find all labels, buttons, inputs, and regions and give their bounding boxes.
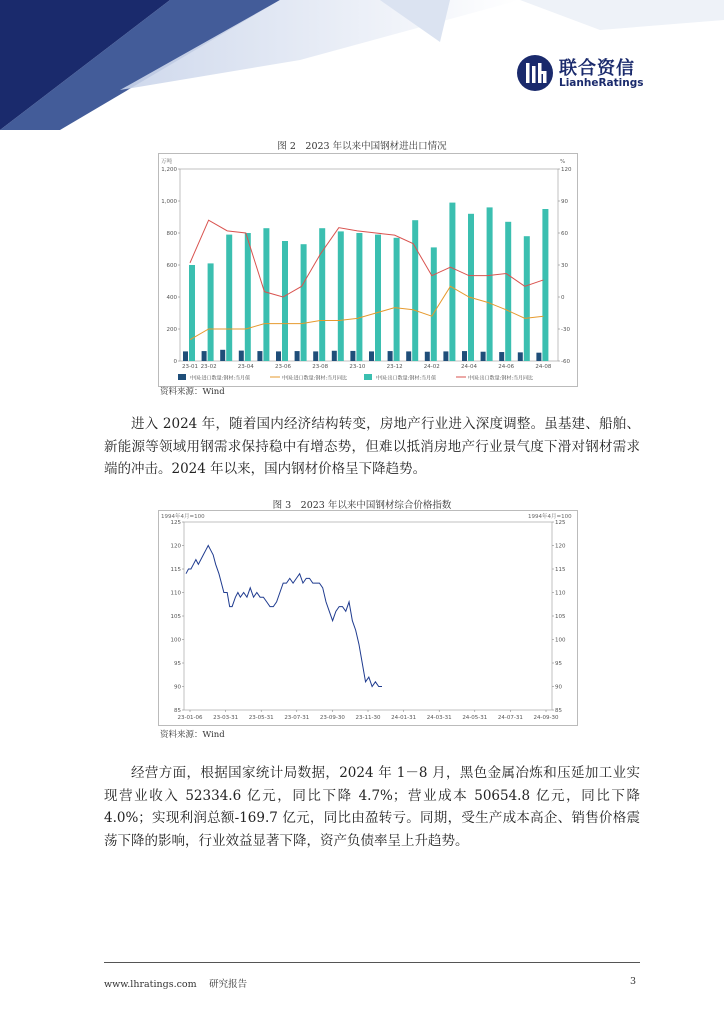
import-bar (295, 351, 300, 361)
right-tick-label: 85 (555, 708, 562, 714)
chart-frame (159, 511, 578, 726)
company-logo (516, 52, 656, 96)
left-unit-label: 万吨 (161, 159, 173, 165)
x-tick-label: 23-05-31 (248, 715, 274, 721)
figure2-source: 资料来源：Wind (160, 387, 225, 397)
figure3-chart (158, 510, 578, 726)
export-bar (282, 241, 288, 361)
left-tick-label: 400 (166, 295, 177, 301)
x-tick-label: 23-08 (312, 364, 329, 370)
right-tick-label: 90 (561, 199, 568, 205)
import-bar (518, 352, 523, 361)
figure2-chart (158, 153, 578, 387)
left-tick-label: 95 (174, 661, 181, 667)
page-number: 3 (630, 976, 637, 987)
x-tick-label: 23-11-30 (355, 715, 381, 721)
export-bar (263, 228, 269, 361)
export-bar (542, 209, 548, 361)
export-bar (524, 236, 530, 361)
left-tick-label: 600 (166, 263, 177, 269)
legend-swatch (178, 374, 186, 380)
left-tick-label: 105 (170, 614, 181, 620)
x-tick-label: 24-09-30 (533, 715, 559, 721)
legend-label: 中国:进口数量:钢材:当月同比 (282, 375, 348, 382)
export-bar (394, 238, 400, 361)
left-tick-label: 1,000 (161, 199, 177, 205)
left-tick-label: 800 (166, 231, 177, 237)
x-tick-label: 23-07-31 (284, 715, 310, 721)
right-tick-label: 100 (555, 637, 566, 644)
left-tick-label: 120 (170, 543, 181, 550)
footer-site: www.lhratings.com 研究报告 (104, 979, 248, 990)
unit-label-left: 1994年4月=100 (161, 514, 205, 520)
import-bar (257, 351, 262, 361)
left-tick-label: 110 (170, 590, 181, 597)
right-tick-label: 60 (561, 231, 568, 237)
import-bar (220, 350, 225, 361)
export-bar (375, 235, 381, 361)
export-bar (356, 233, 362, 361)
footer-divider (104, 962, 640, 963)
paragraph-1: 进入 2024 年，随着国内经济结构转变，房地产行业进入深度调整。虽基建、船舶、新能源等领域用钢需求保持稳中有增态势，但难以抵消房地产行业景气度下滑对钢材需求端的冲击。2024 年以来，国内钢材价格呈下降趋势。 (104, 416, 640, 477)
import-bar (406, 351, 411, 361)
export-bar (468, 214, 474, 361)
x-tick-label: 24-08 (535, 364, 552, 370)
left-tick-label: 100 (170, 637, 181, 644)
import-bar (443, 351, 448, 361)
figure3-title: 图 3 2023 年以来中国钢材综合价格指数 (272, 500, 452, 511)
import-bar (202, 351, 207, 361)
right-tick-label: 115 (555, 567, 566, 573)
x-tick-label: 24-05-31 (462, 715, 488, 721)
export-bar (449, 203, 455, 361)
import-bar (425, 352, 430, 361)
right-tick-label: 110 (555, 590, 566, 597)
export-bar (505, 222, 511, 361)
export-bar (338, 231, 344, 361)
export-bar (208, 263, 214, 361)
left-tick-label: 90 (174, 684, 181, 691)
x-tick-label: 24-04 (461, 364, 477, 370)
left-tick-label: 115 (170, 567, 181, 573)
logo-text-en: LianheRatings (559, 77, 644, 89)
export-bar (301, 244, 307, 361)
right-tick-label: -60 (561, 359, 570, 365)
export-bar (226, 235, 232, 361)
right-unit-label: % (560, 159, 566, 165)
x-tick-label: 23-01 (182, 364, 198, 370)
left-tick-label: 85 (174, 708, 181, 714)
unit-label-right: 1994年4月=100 (528, 514, 572, 520)
right-tick-label: 30 (561, 263, 568, 269)
legend-swatch (364, 374, 372, 380)
export-bar (431, 247, 437, 361)
left-tick-label: 0 (173, 359, 177, 365)
right-tick-label: 120 (555, 543, 566, 550)
import-bar (276, 351, 281, 361)
import-bar (350, 351, 355, 361)
x-tick-label: 24-01-31 (391, 715, 417, 721)
right-tick-label: -30 (561, 327, 570, 333)
logo-text-cn: 联合资信 (559, 58, 635, 79)
left-tick-label: 1,200 (161, 167, 177, 173)
x-tick-label: 23-09-30 (319, 715, 345, 721)
import-bar (499, 352, 504, 361)
export-bar (189, 265, 195, 361)
x-tick-label: 24-06 (498, 364, 515, 370)
figure3-source: 资料来源：Wind (160, 730, 225, 740)
x-tick-label: 23-01-06 (177, 715, 203, 721)
x-tick-label: 24-02 (423, 364, 440, 370)
left-tick-label: 200 (166, 327, 177, 333)
legend-label: 中国:进口数量:钢材:当月值 (190, 375, 251, 382)
x-tick-label: 24-07-31 (497, 715, 523, 721)
x-tick-label: 24-03-31 (426, 715, 452, 721)
right-tick-label: 90 (555, 684, 562, 691)
export-bar (245, 233, 251, 361)
x-tick-label: 23-10 (349, 364, 366, 370)
right-tick-label: 0 (561, 295, 565, 301)
import-bar (536, 353, 541, 361)
import-bar (388, 351, 393, 361)
x-tick-label: 23-02 (200, 364, 217, 370)
export-bar (487, 207, 493, 361)
left-tick-label: 125 (170, 520, 181, 526)
x-tick-label: 23-12 (386, 364, 403, 370)
legend-label: 中国:出口数量:钢材:当月同比 (468, 375, 534, 382)
x-tick-label: 23-03-31 (213, 715, 239, 721)
export-bar (412, 220, 418, 361)
legend-label: 中国:出口数量:钢材:当月值 (376, 375, 437, 382)
paragraph-2: 经营方面，根据国家统计局数据，2024 年 1－8 月，黑色金属冶炼和压延加工业实现营业收入 52334.6 亿元，同比下降 4.7%；营业成本 50654.8 亿元，同比下降 4.0%；实现利润总额-169.7 亿元，同比由盈转亏。同期，受生产成本高企、销售价格震荡下降的影响，行业效益显著下降，资产负债率呈上升趋势。 (104, 765, 640, 849)
right-tick-label: 120 (561, 167, 572, 173)
right-tick-label: 105 (555, 614, 566, 620)
import-bar (462, 351, 467, 361)
import-bar (369, 351, 374, 361)
right-tick-label: 95 (555, 661, 562, 667)
logo-mark-icon (516, 54, 554, 92)
import-bar (183, 351, 188, 361)
figure2-title: 图 2 2023 年以来中国钢材进出口情况 (277, 141, 447, 152)
import-bar (332, 351, 337, 361)
import-bar (313, 351, 318, 361)
import-bar (239, 351, 244, 361)
x-tick-label: 23-06 (275, 364, 291, 370)
right-tick-label: 125 (555, 520, 566, 526)
import-bar (481, 352, 486, 361)
x-tick-label: 23-04 (237, 364, 254, 370)
